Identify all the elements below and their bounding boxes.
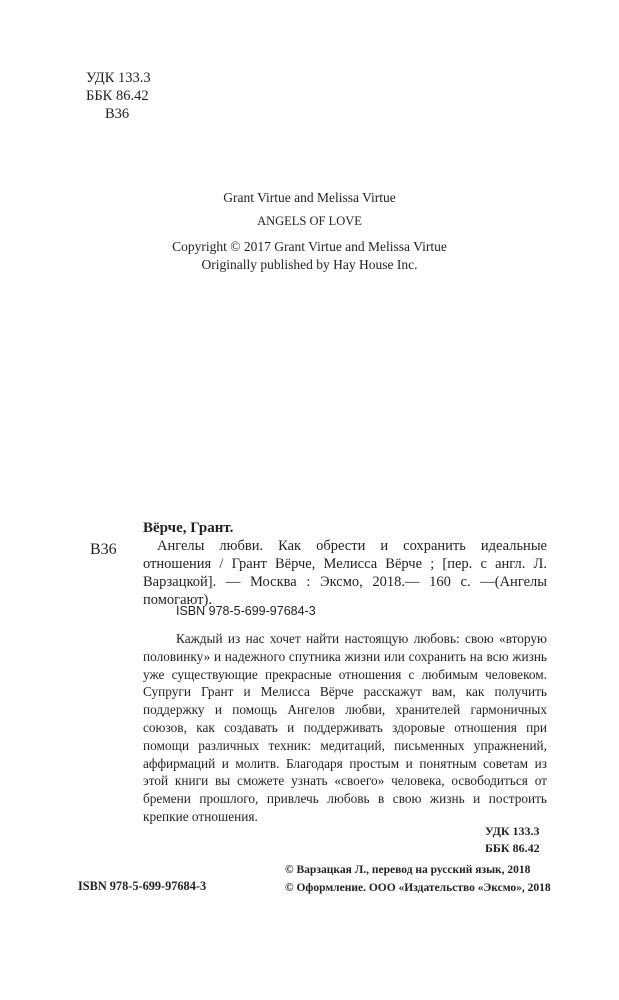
cip-udk: УДК 133.3 [485, 824, 540, 838]
bbk-code: ББК 86.42 [86, 88, 149, 104]
original-publisher: Originally published by Hay House Inc. [201, 257, 418, 272]
translation-copyright: © Варзацкая Л., перевод на русский язык, 2018 [285, 864, 531, 876]
cip-description: Ангелы любви. Как обрести и сохранить идеальные отношения / Грант Вёрче, Мелисса Вёрче ; [пер. с англ. Л. Варзацкой]. — Москва : Эксмо, 2018.— 160 с. —(Ангелы помогают). [143, 538, 547, 608]
classification-codes [86, 69, 151, 123]
original-copyright: Copyright © 2017 Grant Virtue and Melissa Virtue [172, 239, 447, 254]
udk-code: УДК 133.3 [86, 70, 151, 86]
footer-isbn: ISBN 978-5-699-97684-3 [78, 879, 207, 893]
cip-bbk: ББК 86.42 [485, 841, 540, 855]
cip-author: Вёрче, Грант. [143, 520, 234, 536]
author-mark: В36 [105, 106, 130, 122]
original-title: ANGELS OF LOVE [257, 214, 362, 228]
original-authors: Grant Virtue and Melissa Virtue [223, 190, 396, 205]
footer-copyrights [285, 861, 551, 897]
cip-index: В36 [90, 541, 117, 558]
cip-isbn: ISBN 978-5-699-97684-3 [176, 604, 316, 618]
design-copyright: © Оформление. ООО «Издательство «Эксмо», 2018 [285, 882, 551, 894]
annotation: Каждый из нас хочет найти настоящую любовь: свою «вторую половинку» и надежного спутника жизни или сохранить на всю жизнь уже существующие прекрасные отношения с любимым человеком. Супруги Грант и Мелисса Вёрче расскажут вам, как получить поддержку и помощь Ангелов любви, хранителей гармоничных союзов, как создавать и поддерживать здоровые отношения при помощи различных техник: медитаций, письменных упражнений, аффирмаций и молитв. Благодаря простым и понятным советам из этой книги вы сможете узнать «своего» человека, освободиться от бремени прошлого, привлечь любовь в свою жизнь и построить крепкие отношения. [143, 631, 547, 824]
cip-codes [485, 823, 540, 857]
